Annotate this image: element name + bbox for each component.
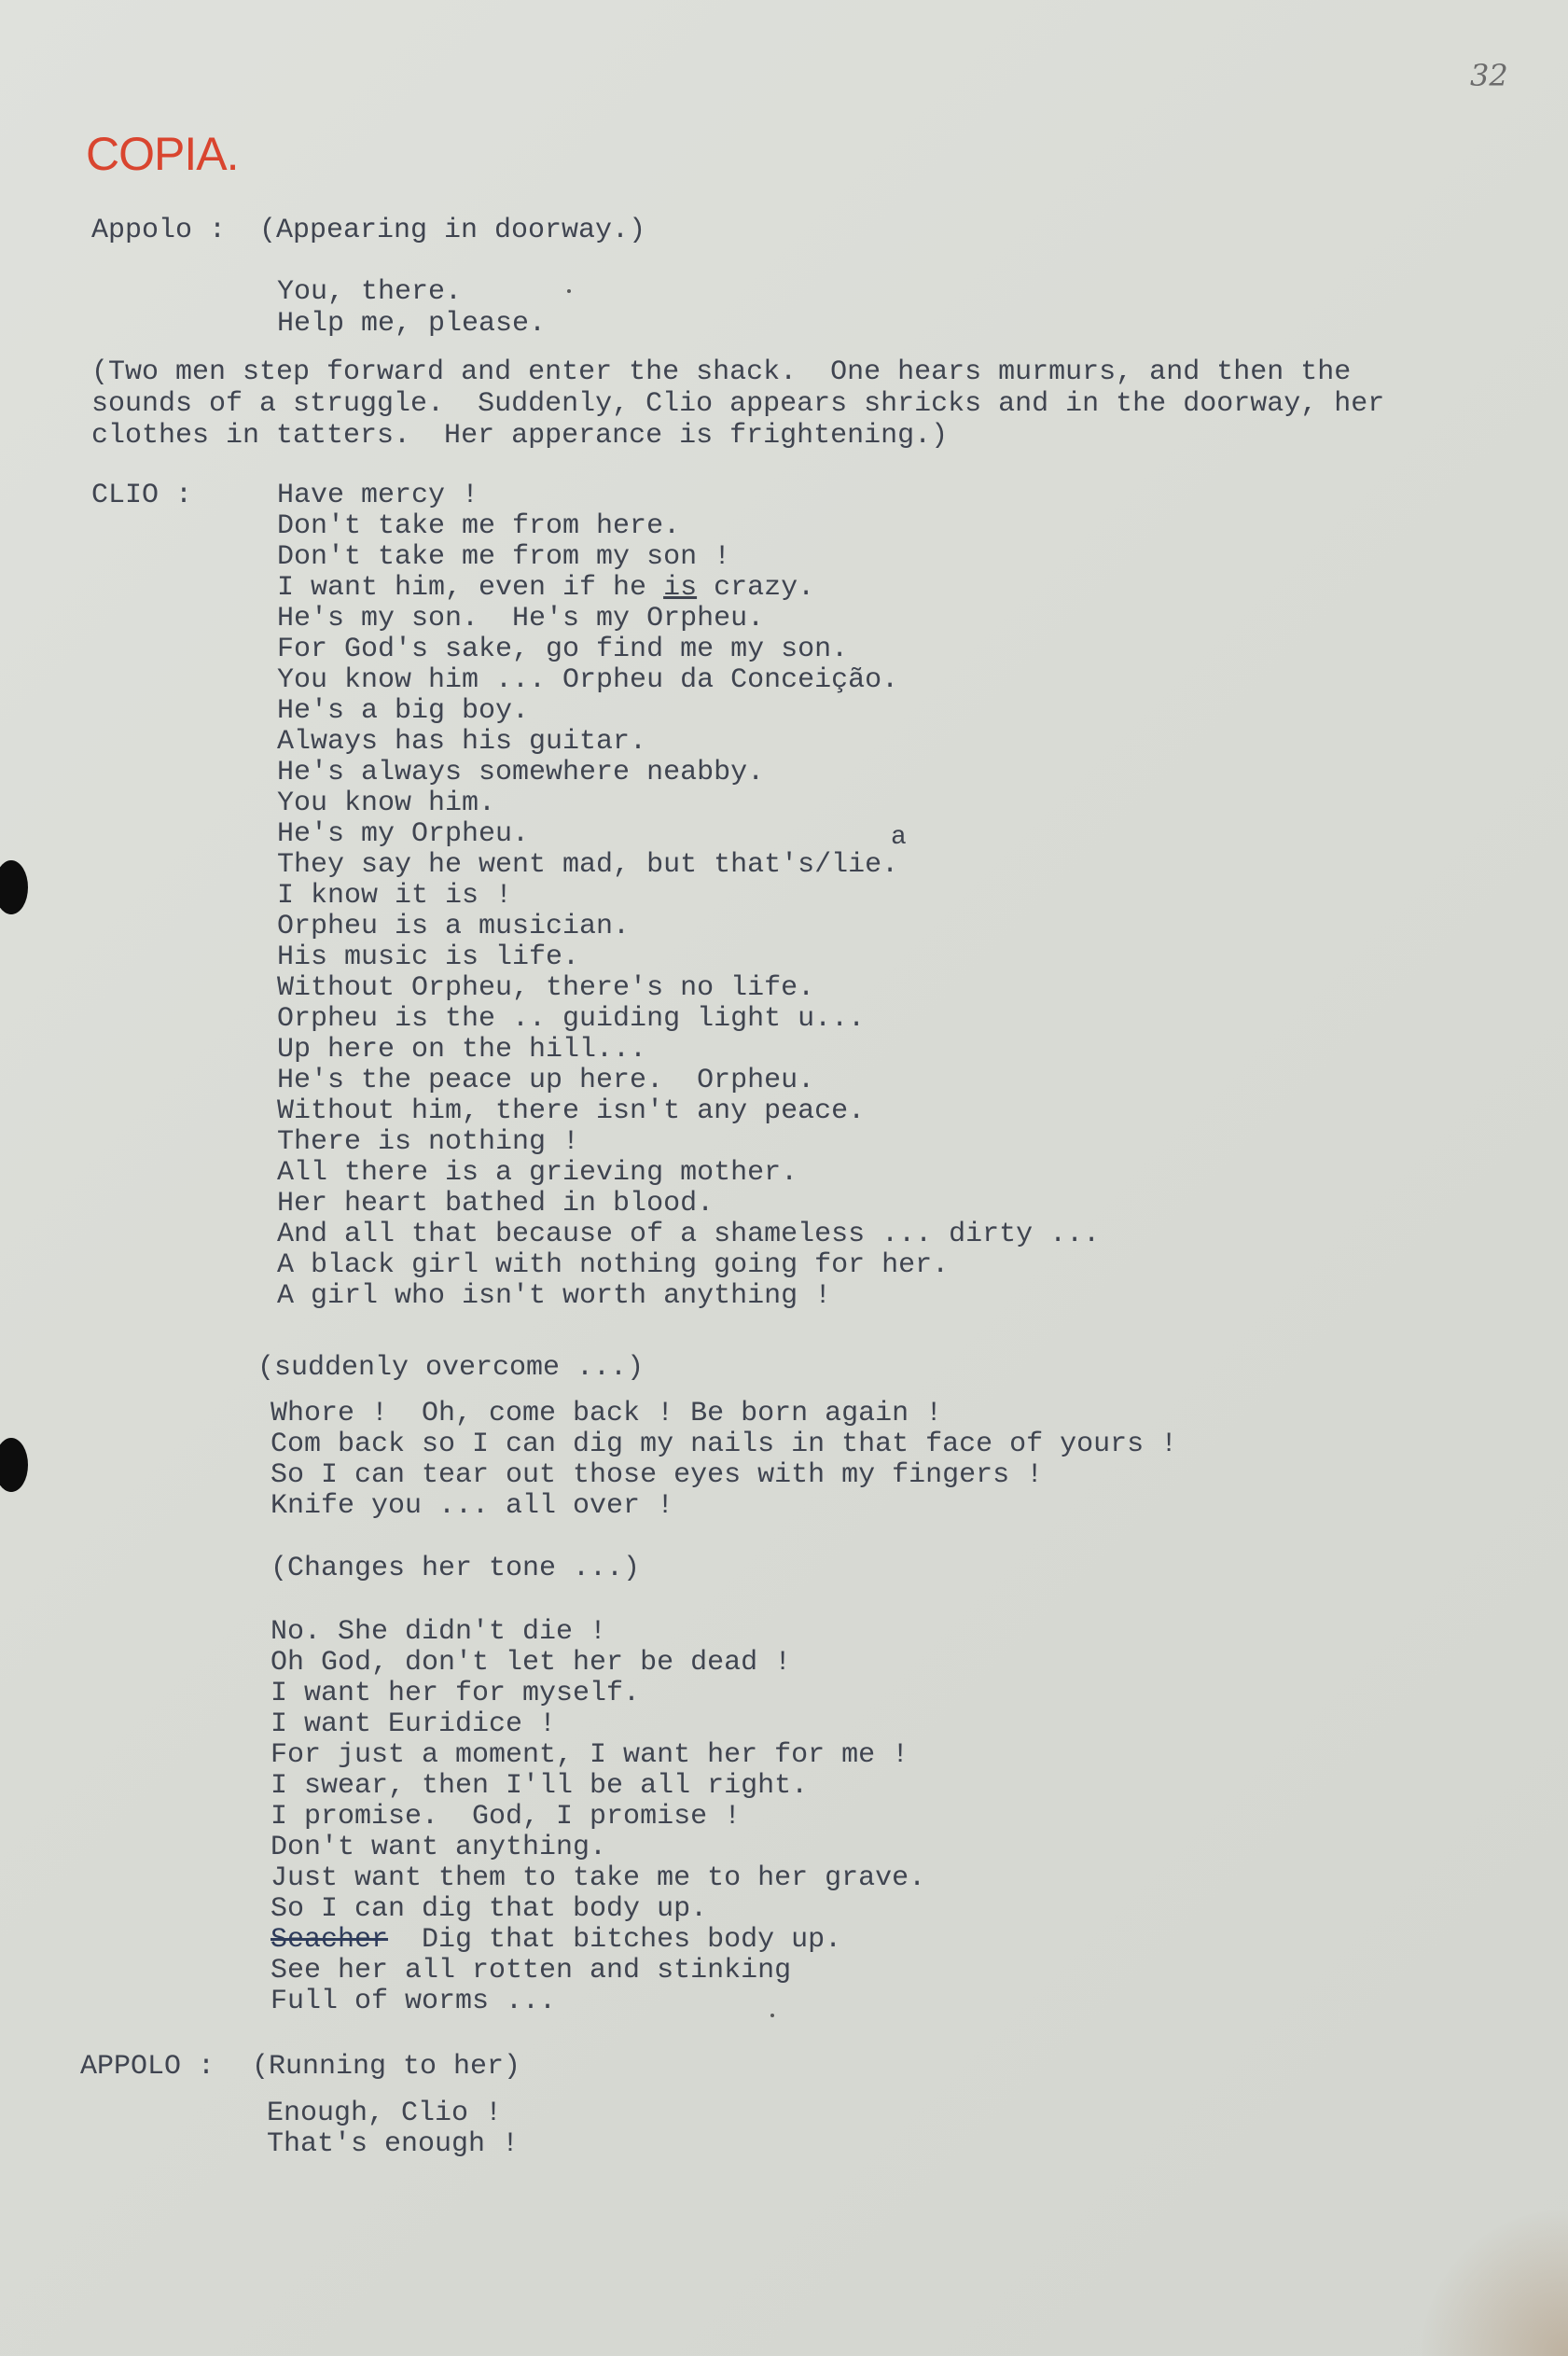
dialogue-text: I want him, even if he bbox=[277, 572, 664, 604]
dialogue-line: Oh God, don't let her be dead ! bbox=[271, 1647, 792, 1679]
speaker-appolo: Appolo : bbox=[91, 215, 227, 246]
dialogue-line: Without Orpheu, there's no life. bbox=[277, 972, 815, 1004]
dialogue-line bbox=[271, 1924, 841, 1956]
struck-word: Seacher bbox=[271, 1924, 389, 1956]
dialogue-line: A girl who isn't worth anything ! bbox=[277, 1280, 832, 1312]
stage-direction: (Changes her tone ...) bbox=[271, 1553, 641, 1584]
dialogue-line: Orpheu is the .. guiding light u... bbox=[277, 1003, 866, 1035]
page-number: 32 bbox=[1470, 58, 1508, 93]
dialogue-line: You, there. bbox=[277, 276, 463, 308]
page-corner-stain bbox=[1419, 2207, 1568, 2356]
punch-hole bbox=[0, 1438, 28, 1492]
dialogue-line: He's my Orpheu. bbox=[277, 818, 530, 850]
dialogue-line: Com back so I can dig my nails in that face of yours ! bbox=[271, 1429, 1178, 1460]
dialogue-line: Whore ! Oh, come back ! Be born again ! bbox=[271, 1398, 943, 1429]
stage-direction-line: (Two men step forward and enter the shack. One hears murmurs, and then the bbox=[91, 356, 1352, 388]
dialogue-line: For just a moment, I want her for me ! bbox=[271, 1739, 909, 1771]
dialogue-line: All there is a grieving mother. bbox=[277, 1157, 798, 1189]
dialogue-line: Don't want anything. bbox=[271, 1832, 607, 1863]
dialogue-line: A black girl with nothing going for her. bbox=[277, 1249, 950, 1281]
speaker-clio: CLIO : bbox=[91, 480, 193, 511]
dialogue-line: I swear, then I'll be all right. bbox=[271, 1770, 809, 1802]
dialogue-line: He's always somewhere neabby. bbox=[277, 757, 765, 788]
dialogue-line: He's a big boy. bbox=[277, 695, 530, 727]
dialogue-line: I know it is ! bbox=[277, 880, 513, 912]
dialogue-line: I want her for myself. bbox=[271, 1678, 641, 1709]
underlined-word: is bbox=[663, 572, 698, 604]
dialogue-line: I want Euridice ! bbox=[271, 1708, 557, 1740]
dialogue-line: See her all rotten and stinking bbox=[271, 1955, 792, 1987]
dialogue-line: Enough, Clio ! bbox=[267, 2098, 503, 2129]
dialogue-line: No. She didn't die ! bbox=[271, 1616, 607, 1648]
dialogue-line: Always has his guitar. bbox=[277, 726, 647, 758]
copia-stamp: COPIA. bbox=[86, 128, 239, 180]
dialogue-line: You know him ... Orpheu da Conceição. bbox=[277, 664, 899, 696]
dialogue-text: crazy. bbox=[697, 572, 815, 604]
dialogue-line: Full of worms ... bbox=[271, 1986, 557, 2017]
speaker-appolo: APPOLO : bbox=[80, 2051, 215, 2083]
dialogue-line: That's enough ! bbox=[267, 2128, 520, 2160]
dialogue-line: So I can dig that body up. bbox=[271, 1893, 708, 1925]
dialogue-line: Orpheu is a musician. bbox=[277, 911, 631, 942]
dialogue-line: Her heart bathed in blood. bbox=[277, 1188, 715, 1220]
dialogue-line: He's my son. He's my Orpheu. bbox=[277, 603, 765, 634]
stage-direction-line: sounds of a struggle. Suddenly, Clio appears shricks and in the doorway, her bbox=[91, 388, 1385, 420]
ink-speck bbox=[567, 289, 571, 293]
dialogue-line: You know him. bbox=[277, 788, 496, 819]
dialogue-text: Dig that bitches body up. bbox=[388, 1924, 842, 1956]
dialogue-line: Knife you ... all over ! bbox=[271, 1490, 674, 1522]
dialogue-line: There is nothing ! bbox=[277, 1126, 580, 1158]
dialogue-line: For God's sake, go find me my son. bbox=[277, 634, 849, 665]
dialogue-line: I promise. God, I promise ! bbox=[271, 1801, 742, 1833]
dialogue-line: Just want them to take me to her grave. bbox=[271, 1862, 926, 1894]
dialogue-line bbox=[277, 572, 814, 604]
dialogue-line: He's the peace up here. Orpheu. bbox=[277, 1065, 815, 1096]
dialogue-line: Up here on the hill... bbox=[277, 1034, 647, 1066]
dialogue-line: Don't take me from my son ! bbox=[277, 541, 731, 573]
dialogue-line: Have mercy ! bbox=[277, 480, 479, 511]
dialogue-line: So I can tear out those eyes with my fingers ! bbox=[271, 1459, 1044, 1491]
ink-speck bbox=[770, 2014, 774, 2017]
handwritten-insertion: a bbox=[891, 823, 907, 852]
stage-direction: (suddenly overcome ...) bbox=[257, 1352, 645, 1384]
dialogue-line: Help me, please. bbox=[277, 308, 547, 340]
dialogue-line: They say he went mad, but that's/lie. bbox=[277, 849, 899, 881]
stage-direction: (Running to her) bbox=[252, 2051, 521, 2083]
dialogue-line: Don't take me from here. bbox=[277, 510, 681, 542]
dialogue-line: And all that because of a shameless ... dirty ... bbox=[277, 1219, 1101, 1250]
dialogue-line: Without him, there isn't any peace. bbox=[277, 1095, 866, 1127]
stage-direction: (Appearing in doorway.) bbox=[259, 215, 646, 246]
punch-hole bbox=[0, 860, 28, 914]
dialogue-line: His music is life. bbox=[277, 941, 580, 973]
stage-direction-line: clothes in tatters. Her apperance is frightening.) bbox=[91, 420, 949, 452]
